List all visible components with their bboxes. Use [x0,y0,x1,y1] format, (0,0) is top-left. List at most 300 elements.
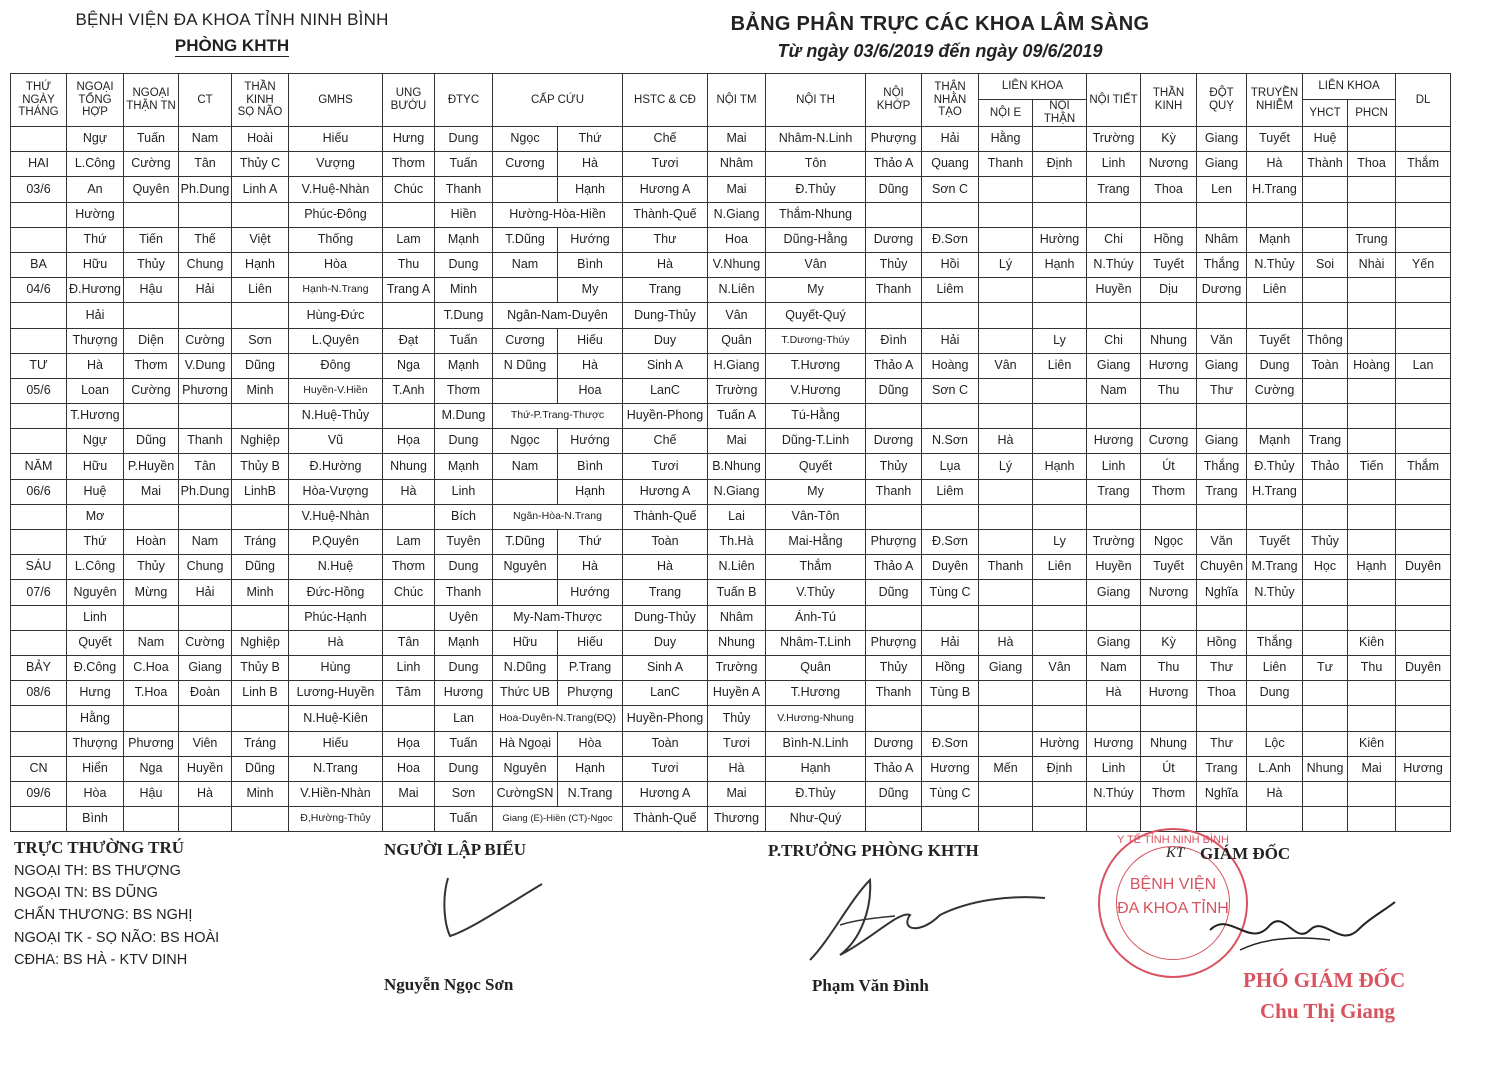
schedule-cell [1197,404,1247,429]
schedule-cell: Thủy B [232,655,289,680]
col-header-hstc: HSTC & CĐ [623,74,708,127]
table-row [11,454,1451,479]
schedule-cell: Dung-Thủy [623,303,708,328]
schedule-cell [1303,227,1348,252]
schedule-cell [1303,731,1348,756]
schedule-cell: Hà [623,252,708,277]
schedule-cell: V.Huệ-Nhàn [289,177,383,202]
schedule-cell: Bích [435,504,493,529]
schedule-cell: Hà [558,555,623,580]
schedule-cell [1348,605,1396,630]
day-date: 03/6 [11,177,67,202]
schedule-cell: Đ.Sơn [922,227,979,252]
schedule-cell: Tôn [766,152,866,177]
schedule-cell: Linh B [232,681,289,706]
schedule-cell: L.Công [67,152,124,177]
schedule-cell: Hoa-Duyên-N.Trang(ĐQ) [493,706,623,731]
schedule-cell: Mạnh [435,630,493,655]
schedule-cell [493,479,558,504]
schedule-cell [179,807,232,832]
schedule-cell: Đ.Thủy [766,177,866,202]
schedule-cell: Cường [179,630,232,655]
schedule-cell [1247,504,1303,529]
schedule-cell: Tráng [232,530,289,555]
schedule-cell: Tư [1303,655,1348,680]
schedule-cell: Quyết-Quý [766,303,866,328]
day-blank [11,504,67,529]
table-row [11,328,1451,353]
table-row [11,756,1451,781]
schedule-cell: Tráng [232,731,289,756]
truc-line: CHẤN THƯƠNG: BS NGHỊ [14,907,193,923]
schedule-cell: Quyên [124,177,179,202]
table-row [11,655,1451,680]
schedule-cell [979,681,1033,706]
schedule-cell: Hùng [289,655,383,680]
schedule-cell: Trường [1087,127,1141,152]
schedule-cell: Bình-N.Linh [766,731,866,756]
schedule-cell [1247,605,1303,630]
schedule-cell [1197,202,1247,227]
schedule-cell: Định [1033,152,1087,177]
schedule-cell [1033,580,1087,605]
schedule-cell: Thảo A [866,756,922,781]
table-row [11,202,1451,227]
schedule-cell [1348,378,1396,403]
schedule-cell: Hòa [289,252,383,277]
schedule-cell: L.Anh [1247,756,1303,781]
schedule-cell: Thư [1197,655,1247,680]
schedule-cell: Hương [1396,756,1451,781]
schedule-cell: Tuấn [435,731,493,756]
schedule-cell: Thơm [383,555,435,580]
schedule-cell: Giang [1087,580,1141,605]
schedule-cell: Thư [1197,378,1247,403]
schedule-cell: Học [1303,555,1348,580]
schedule-cell: Ngọc [493,127,558,152]
schedule-cell: Phượng [866,530,922,555]
schedule-cell: Nam [124,630,179,655]
schedule-cell: Họa [383,429,435,454]
schedule-cell: My [766,278,866,303]
schedule-cell: Hạnh [558,177,623,202]
schedule-cell [979,731,1033,756]
schedule-cell: Hoàng [1348,353,1396,378]
schedule-cell: Duy [623,328,708,353]
schedule-cell: Văn [1197,328,1247,353]
schedule-cell: Hiếu [558,328,623,353]
schedule-cell: Giang [1197,152,1247,177]
schedule-cell: Thơm [1141,479,1197,504]
schedule-cell: Liên [232,278,289,303]
schedule-cell: Hằng [979,127,1033,152]
schedule-cell: Việt [232,227,289,252]
truong-phong-title: P.TRƯỞNG PHÒNG KHTH [768,841,979,860]
schedule-cell [1033,404,1087,429]
schedule-cell: Dương [866,227,922,252]
schedule-cell: Nghiệp [232,429,289,454]
table-row [11,580,1451,605]
schedule-cell [232,504,289,529]
schedule-cell: Thứ [558,530,623,555]
schedule-cell: H.Trang [1247,177,1303,202]
schedule-cell: Trang [623,580,708,605]
schedule-cell: Định [1033,756,1087,781]
schedule-cell [979,177,1033,202]
schedule-cell: Thanh [866,681,922,706]
schedule-cell [979,605,1033,630]
schedule-cell: Liên [1033,555,1087,580]
schedule-cell: Lai [708,504,766,529]
schedule-cell: Hòa [67,781,124,806]
schedule-cell: Mai [1348,756,1396,781]
table-row [11,252,1451,277]
schedule-cell: Cương [1141,429,1197,454]
table-row [11,353,1451,378]
schedule-cell [979,530,1033,555]
schedule-cell: T.Hoa [124,681,179,706]
schedule-cell: Giang [1197,353,1247,378]
schedule-cell: Hà [1247,152,1303,177]
schedule-cell: Hường [67,202,124,227]
schedule-cell: Nhung [1303,756,1348,781]
schedule-cell [383,807,435,832]
schedule-cell: Trang [1197,756,1247,781]
schedule-cell: Tâm [383,681,435,706]
schedule-cell: Dung [435,756,493,781]
schedule-cell: Thắm [1396,454,1451,479]
schedule-cell [1303,781,1348,806]
truc-line: CĐHA: BS HÀ - KTV DINH [14,952,188,968]
schedule-cell [1348,328,1396,353]
schedule-cell: Hà [383,479,435,504]
schedule-cell: Nương [1141,580,1197,605]
schedule-cell [1033,781,1087,806]
table-row [11,555,1451,580]
schedule-cell: V.Hiền-Nhàn [289,781,383,806]
schedule-cell: Lý [979,252,1033,277]
schedule-cell [1303,278,1348,303]
schedule-cell: V.Thủy [766,580,866,605]
schedule-cell: Út [1141,756,1197,781]
schedule-cell [922,303,979,328]
schedule-cell: C.Hoa [124,655,179,680]
schedule-cell: Cường [1247,378,1303,403]
table-row [11,706,1451,731]
schedule-cell [1396,479,1451,504]
giam-doc-title: GIÁM ĐỐC [1200,844,1291,863]
schedule-cell: Ph.Dung [179,479,232,504]
schedule-cell: Hạnh [1033,252,1087,277]
schedule-cell: Thứ [67,227,124,252]
schedule-cell [1033,429,1087,454]
schedule-cell: Nguyên [67,580,124,605]
schedule-cell: Kiên [1348,630,1396,655]
schedule-cell [179,202,232,227]
kt-prefix: KT [1166,845,1185,861]
schedule-cell [979,328,1033,353]
schedule-cell [922,504,979,529]
schedule-cell [1141,605,1197,630]
schedule-cell [1396,605,1451,630]
day-blank [11,202,67,227]
schedule-cell: Sinh A [623,655,708,680]
schedule-cell: T.Anh [383,378,435,403]
schedule-cell: Thành-Quế [623,807,708,832]
schedule-cell: Phượng [866,630,922,655]
schedule-cell [979,479,1033,504]
schedule-cell [1303,807,1348,832]
schedule-cell: N.Thủy [1247,252,1303,277]
schedule-cell: Liên [1033,353,1087,378]
schedule-cell: Nam [179,530,232,555]
schedule-cell: N.Huệ-Thủy [289,404,383,429]
schedule-cell: Hương [1141,353,1197,378]
schedule-cell: Sơn C [922,378,979,403]
schedule-cell: Nguyên [493,555,558,580]
schedule-cell: Đông [289,353,383,378]
schedule-cell: Thảo A [866,555,922,580]
schedule-cell [1396,731,1451,756]
schedule-cell [979,227,1033,252]
schedule-cell [1303,202,1348,227]
schedule-cell: Lương-Huyền [289,681,383,706]
schedule-cell: Thượng [67,328,124,353]
schedule-cell: H.Giang [708,353,766,378]
truong-phong-name: Phạm Văn Đình [812,976,929,995]
schedule-cell [922,807,979,832]
schedule-cell: Ly [1033,328,1087,353]
pho-giam-doc-name: Chu Thị Giang [1260,999,1396,1023]
col-header-yhct: YHCT [1303,99,1348,126]
schedule-cell: Mạnh [1247,227,1303,252]
col-header-cap-cuu: CẤP CỨU [493,74,623,127]
day-blank [11,530,67,555]
schedule-cell: Sơn [435,781,493,806]
schedule-cell: Út [1141,454,1197,479]
schedule-cell: Vũ [289,429,383,454]
schedule-cell [1033,630,1087,655]
schedule-cell [979,781,1033,806]
schedule-cell: Lan [1396,353,1451,378]
schedule-cell: Dũng [232,555,289,580]
schedule-cell: Bình [67,807,124,832]
schedule-cell: Tú-Hằng [766,404,866,429]
schedule-cell: Cương [493,328,558,353]
schedule-cell: Hà [558,152,623,177]
schedule-cell [1348,580,1396,605]
day-date: 07/6 [11,580,67,605]
department-label: PHÒNG KHTH [174,36,290,55]
schedule-cell [1348,681,1396,706]
schedule-cell: Hữu [493,630,558,655]
schedule-cell: T.Hương [766,353,866,378]
schedule-cell [1396,278,1451,303]
date-range: Từ ngày 03/6/2019 đến ngày 09/6/2019 [777,41,1103,61]
schedule-cell: Hà [979,429,1033,454]
schedule-cell: Ngọc [493,429,558,454]
col-header-dot-quy: ĐỘT QUỴ [1197,74,1247,127]
schedule-cell: P.Trang [558,655,623,680]
schedule-cell: T.Hương [766,681,866,706]
schedule-cell: Cường [124,378,179,403]
col-header-noi-e: NỘI E [979,99,1033,126]
schedule-cell: Hướng [558,580,623,605]
schedule-cell: Quyết [67,630,124,655]
table-row [11,303,1451,328]
schedule-cell: Hường-Hòa-Hiền [493,202,623,227]
schedule-cell: Tuyết [1141,555,1197,580]
schedule-cell: Hạnh-N.Trang [289,278,383,303]
schedule-cell: LanC [623,681,708,706]
schedule-cell: Nhung [1141,328,1197,353]
schedule-cell: Thư [623,227,708,252]
schedule-cell: Kiên [1348,731,1396,756]
schedule-cell: Thắng [1197,454,1247,479]
schedule-cell: Dịu [1141,278,1197,303]
schedule-cell: Thành-Quế [623,202,708,227]
schedule-cell: Hưng [67,681,124,706]
schedule-cell: Cương [493,152,558,177]
schedule-cell: Ngân-Nam-Duyên [493,303,623,328]
schedule-cell: Hồi [922,252,979,277]
schedule-cell: Hậu [124,278,179,303]
schedule-cell: Hòa [558,731,623,756]
schedule-cell [1033,504,1087,529]
schedule-cell: CườngSN [493,781,558,806]
schedule-cell [1247,404,1303,429]
schedule-cell: N.Liên [708,555,766,580]
schedule-cell: V.Dung [179,353,232,378]
schedule-cell [232,706,289,731]
day-date: 05/6 [11,378,67,403]
schedule-cell [1348,479,1396,504]
table-row [11,807,1451,832]
table-row [11,681,1451,706]
schedule-cell: Ngự [67,429,124,454]
schedule-cell: Hữu [67,252,124,277]
schedule-cell [179,605,232,630]
schedule-cell: Chung [179,252,232,277]
schedule-cell [124,303,179,328]
schedule-cell [1348,807,1396,832]
schedule-cell: Lam [383,530,435,555]
schedule-cell: Lan [435,706,493,731]
schedule-cell [1348,706,1396,731]
schedule-cell [1197,504,1247,529]
schedule-cell: Đ.Sơn [922,530,979,555]
schedule-cell: Chi [1087,227,1141,252]
schedule-cell: Hưng [383,127,435,152]
table-row [11,127,1451,152]
schedule-cell: Chi [1087,328,1141,353]
col-header-ngoai-than: NGOẠI THẬN TN [124,74,179,127]
schedule-cell: Vân [766,252,866,277]
day-blank [11,429,67,454]
day-label: CN [11,756,67,781]
schedule-cell: Dương [866,731,922,756]
schedule-cell: Thủy B [232,454,289,479]
schedule-cell [1396,378,1451,403]
schedule-cell: N Dũng [493,353,558,378]
schedule-cell: Đ.Hường [289,454,383,479]
schedule-cell: Mơ [67,504,124,529]
schedule-cell: Vân [708,303,766,328]
schedule-cell: Thoa [1197,681,1247,706]
col-header-gmhs: GMHS [289,74,383,127]
schedule-cell: Ngự [67,127,124,152]
schedule-cell: Mai-Hằng [766,530,866,555]
schedule-cell [1396,807,1451,832]
schedule-cell: Hiển [67,756,124,781]
schedule-cell: N.Thủy [1247,580,1303,605]
schedule-cell [1087,202,1141,227]
schedule-cell: Ph.Dung [179,177,232,202]
schedule-cell: Dung-Thủy [623,605,708,630]
schedule-cell [1303,580,1348,605]
schedule-cell: Chế [623,127,708,152]
schedule-cell: Tuyết [1247,127,1303,152]
table-row [11,479,1451,504]
schedule-cell: Loan [67,378,124,403]
schedule-cell: Hà [67,353,124,378]
schedule-cell: Sơn [232,328,289,353]
schedule-cell [1396,580,1451,605]
schedule-cell [1396,681,1451,706]
col-header-than-kinh: THẦN KINH [1141,74,1197,127]
schedule-cell: Như-Quý [766,807,866,832]
schedule-cell: Thảo A [866,152,922,177]
document-title: BẢNG PHÂN TRỰC CÁC KHOA LÂM SÀNG [730,13,1150,35]
schedule-cell: Hà [289,630,383,655]
schedule-cell [1303,681,1348,706]
schedule-cell: Linh [1087,756,1141,781]
schedule-cell: Huyền-Phong [623,404,708,429]
schedule-cell [383,202,435,227]
schedule-cell: Liên [1247,655,1303,680]
schedule-cell [922,706,979,731]
day-date: 06/6 [11,479,67,504]
schedule-cell: Tùng C [922,580,979,605]
schedule-cell [179,706,232,731]
schedule-cell: V.Hương-Nhung [766,706,866,731]
schedule-cell: Hà Ngoại [493,731,558,756]
day-date: 09/6 [11,781,67,806]
schedule-cell: Huệ [1303,127,1348,152]
schedule-cell: Thu [1141,378,1197,403]
schedule-cell: Dung [1247,681,1303,706]
schedule-cell: Tân [179,152,232,177]
schedule-cell: Tùng C [922,781,979,806]
table-row [11,429,1451,454]
schedule-cell: Tuấn [435,152,493,177]
schedule-cell [1033,127,1087,152]
schedule-cell: N.Thúy [1087,781,1141,806]
schedule-cell: Đ.Thủy [1247,454,1303,479]
day-blank [11,630,67,655]
schedule-cell [1396,429,1451,454]
hospital-name: BỆNH VIỆN ĐA KHOA TỈNH NINH BÌNH [75,10,389,29]
day-blank [11,303,67,328]
schedule-cell: Ngân-Hòa-N.Trang [493,504,623,529]
schedule-cell: L.Quyên [289,328,383,353]
schedule-cell [979,278,1033,303]
schedule-cell: P.Quyên [289,530,383,555]
schedule-cell: Bình [558,454,623,479]
schedule-cell: Nghĩa [1197,781,1247,806]
col-header-noi-tm: NỘI TM [708,74,766,127]
schedule-cell: Hương A [623,479,708,504]
